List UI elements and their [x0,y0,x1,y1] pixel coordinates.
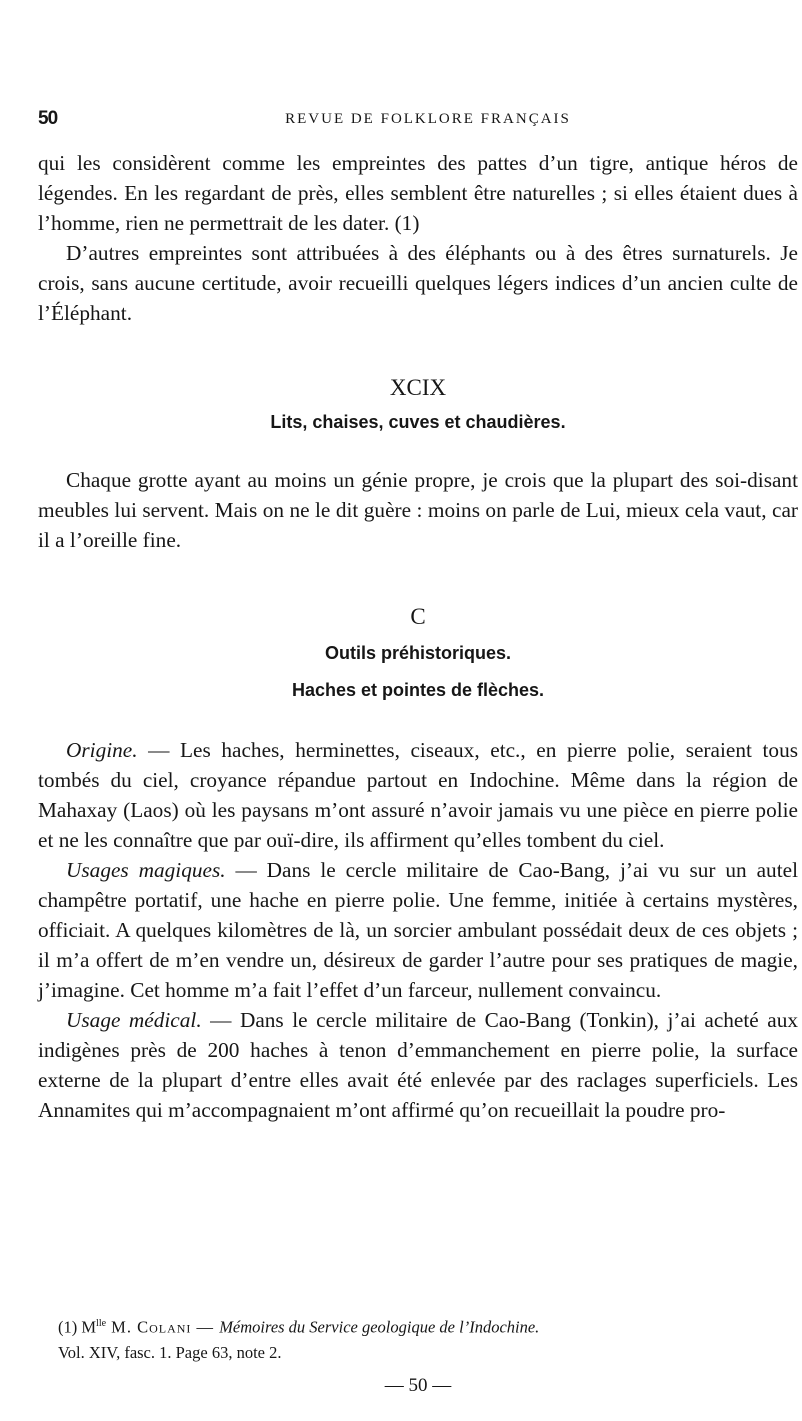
label-origine: Origine. [66,738,138,762]
page-header [38,108,798,138]
header-page-number: 50 [38,108,58,129]
running-title: REVUE DE FOLKLORE FRANÇAIS [285,111,571,127]
footnote-title: Mémoires du Service geologique de l’Indochine. [219,1317,540,1337]
main-text [38,148,798,1125]
paragraph-xcix: Chaque grotte ayant au moins un génie propre, je crois que la plupart des soi-disant meubles lui servent. Mais on ne le dit guère : moins on parle de Lui, mieux cela vaut, car il a l’oreille fine. [38,468,798,552]
section-title-xcix: Lits, chaises, cuves et chaudières. [270,412,566,432]
paragraph-continuation: qui les considèrent comme les empreintes des pattes d’un tigre, antique héros de légendes. En les regardant de près, elles semblent être naturelles ; si elles étaient dues à l’homme, rien ne permettrait de les dater. (1) [38,151,798,235]
text-usage-medical: — Dans le cercle militaire de Cao-Bang (Tonkin), j’ai acheté aux indigènes près de 200 haches à tenon d’emmanchement en pierre polie, la surface externe de la plupart d’entre elles avait été enlevée par des raclages superficiels. Les Annamites qui m’accompagnaient m’ont affirmé qu’on recueillait la poudre pro- [38,1008,798,1122]
section-number-c: C [410,604,426,629]
label-usages-magiques: Usages magiques. [66,858,226,882]
paragraph-usages-magiques [38,855,798,1005]
paragraph-elephant: D’autres empreintes sont attribuées à des éléphants ou à des êtres surnaturels. Je crois, sans aucune certitude, avoir recueilli quelques légers indices d’un ancien culte de l’Éléphant. [38,241,798,325]
footnote-author: M. Colani — [106,1317,220,1337]
book-page [38,0,798,1421]
page-folio: — 50 — [384,1375,452,1396]
section-number-xcix: XCIX [389,375,447,400]
section-title-c-line1: Outils préhistoriques. [324,643,512,663]
footnote-marker: (1) M [58,1317,97,1337]
text-usages-magiques: — Dans le cercle militaire de Cao-Bang, j’ai vu sur un autel champêtre portatif, une hache en pierre polie. Une femme, initiée à certains mystères, officiait. A quelques kilomètres de là, un sorcier ambulant possédait deux de ces objets ; il m’a offert de m’en vendre un, désireux de garder l’autre pour ses pratiques de magie, j’imagine. Cet homme m’a fait l’effet d’un farceur, nullement convaincu. [38,858,798,1002]
paragraph-origine [38,735,798,855]
label-usage-medical: Usage médical. [66,1008,202,1032]
footnote [58,1311,798,1365]
footnote-ref: Vol. XIV, fasc. 1. Page 63, note 2. [58,1342,282,1362]
footnote-line-1 [58,1311,798,1340]
section-title-c-line2: Haches et pointes de flèches. [291,680,545,700]
text-origine: — Les haches, herminettes, ciseaux, etc., en pierre polie, seraient tous tombés du ciel, croyance répandue partout en Indochine. Même dans la région de Mahaxay (Laos) où les paysans m’ont assuré n’avoir jamais vu une pièce en pierre polie et ne les connaître que par ouï-dire, ils affirment qu’elles tombent du ciel. [38,738,798,852]
footnote-sup: lle [96,1318,107,1329]
paragraph-usage-medical [38,1005,798,1125]
